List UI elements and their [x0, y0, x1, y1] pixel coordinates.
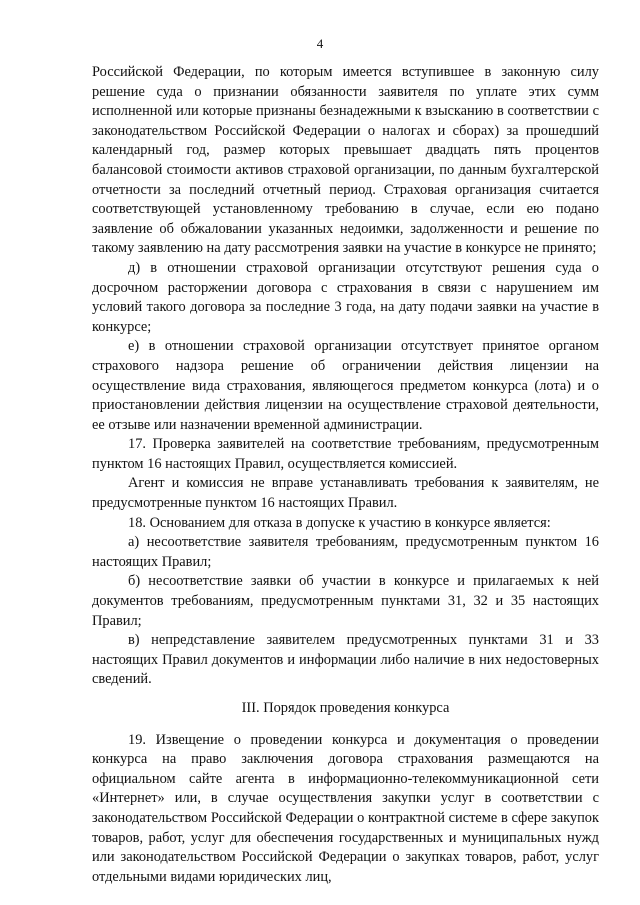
- paragraph-clause-17: 17. Проверка заявителей на соответствие требованиям, предусмотренным пунктом 16 настоящих Правил, осуществляется комиссией.: [92, 436, 599, 472]
- paragraph-continuation: Российской Федерации, по которым имеется вступившее в законную силу решение суда о признании обязанности заявителя по уплате этих сумм исполненной или которые признаны безнадежными к взысканию в соответствии с законодательством Российской Федерации о налогах и сборах) за прошедший календарный год, размер которых превышает двадцать пять процентов балансовой стоимости активов страховой организации, по данным бухгалтерской отчетности за последний отчетный период. Страховая организация считается соответствующей установленному требованию в случае, если ею подано заявление об обжаловании указанных недоимки, задолженности и решение по такому заявлению на дату рассмотрения заявки на участие в конкурсе не принято;: [92, 64, 599, 257]
- document-body: [92, 63, 599, 887]
- paragraph-clause-19: 19. Извещение о проведении конкурса и документация о проведении конкурса на право заключения договора страхования размещаются на официальном сайте агента в информационно-телекоммуникационной сети «Интернет» или, в случае осуществления закупки услуг в соответствии с законодательством Российской Федерации о контрактной системе в сфере закупок товаров, работ, услуг для обеспечения государственных и муниципальных нужд или законодательством Российской Федерации о закупках товаров, работ, услуг отдельными видами юридических лиц,: [92, 731, 599, 885]
- section-heading: III. Порядок проведения конкурса: [241, 700, 450, 716]
- paragraph-item-d: д) в отношении страховой организации отсутствуют решения суда о досрочном расторжении договора с страхования в связи с нарушением им условий такого договора за последние 3 года, на дату подачи заявки на участие в конкурсе;: [92, 259, 599, 335]
- paragraph-clause-18: 18. Основанием для отказа в допуске к участию в конкурсе является:: [128, 514, 551, 531]
- paragraph-item-e: е) в отношении страховой организации отсутствует принятое органом страхового надзора решение об ограничении действия лицензии на осуществление вида страхования, являющегося предметом конкурса (лота) и о приостановлении действия лицензии на осуществление страховой деятельности, ее отзыве или назначении временной администрации.: [92, 338, 599, 433]
- paragraph-item-b: б) несоответствие заявки об участии в конкурсе и прилагаемых к ней документов требованиям, предусмотренным пунктами 31, 32 и 35 настоящих Правил;: [92, 573, 599, 629]
- page-number: 4: [316, 36, 324, 51]
- paragraph-agent-commission: Агент и комиссия не вправе устанавливать требования к заявителям, не предусмотренные пунктом 16 настоящих Правил.: [92, 475, 599, 512]
- paragraph-item-v: в) непредставление заявителем предусмотренных пунктами 31 и 33 настоящих Правил документов и информации либо наличие в них недостоверных сведений.: [92, 632, 599, 688]
- paragraph-item-a: а) несоответствие заявителя требованиям, предусмотренным пунктом 16 настоящих Правил;: [92, 534, 599, 570]
